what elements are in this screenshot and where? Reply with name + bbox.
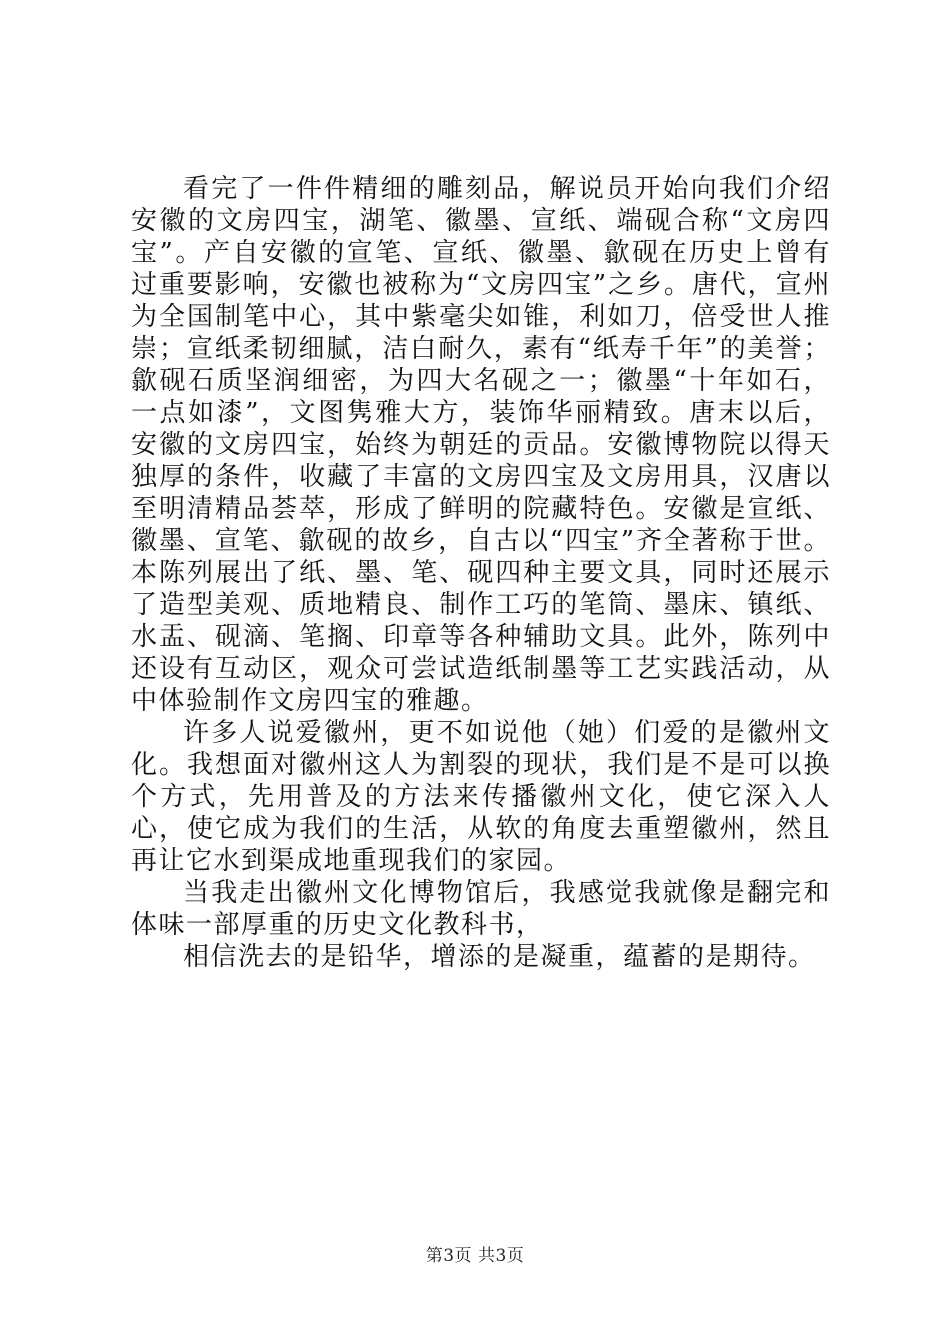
paragraph-huizhou-culture: 许多人说爱徽州，更不如说他（她）们爱的是徽州文化。我想面对徽州这人为割裂的现状，我们是不是可以换个方式，先用普及的方法来传播徽州文化，使它深入人心，使它成为我们的生活，从软的角度去重塑徽州，然且再让它水到渠成地重现我们的家园。 [131,718,831,876]
paragraph-wenfang-sibao: 看完了一件件精细的雕刻品，解说员开始向我们介绍安徽的文房四宝，湖笔、徽墨、宣纸、端砚合称“文房四宝”。产自安徽的宣笔、宣纸、徽墨、歙砚在历史上曾有过重要影响，安徽也被称为“文房四宝”之乡。唐代，宣州为全国制笔中心，其中紫毫尖如锥，利如刀，倍受世人推崇；宣纸柔韧细腻，洁白耐久，素有“纸寿千年”的美誉；歙砚石质坚润细密，为四大名砚之一；徽墨“十年如石，一点如漆”，文图隽雅大方，装饰华丽精致。唐末以后，安徽的文房四宝，始终为朝廷的贡品。安徽博物院以得天独厚的条件，收藏了丰富的文房四宝及文房用具，汉唐以至明清精品荟萃，形成了鲜明的院藏特色。安徽是宣纸、徽墨、宣笔、歙砚的故乡，自古以“四宝”齐全著称于世。本陈列展出了纸、墨、笔、砚四种主要文具，同时还展示了造型美观、质地精良、制作工巧的笔筒、墨床、镇纸、水盂、砚滴、笔搁、印章等各种辅助文具。此外，陈列中还设有互动区，观众可尝试造纸制墨等工艺实践活动，从中体验制作文房四宝的雅趣。 [131,174,831,716]
page-number-footer: 第3页 共3页 [425,1246,525,1266]
paragraph-closing: 相信洗去的是铅华，增添的是凝重，蕴蓄的是期待。 [183,942,816,972]
document-body [131,173,831,973]
paragraph-museum-exit: 当我走出徽州文化博物馆后，我感觉我就像是翻完和体味一部厚重的历史文化教科书， [131,878,831,940]
